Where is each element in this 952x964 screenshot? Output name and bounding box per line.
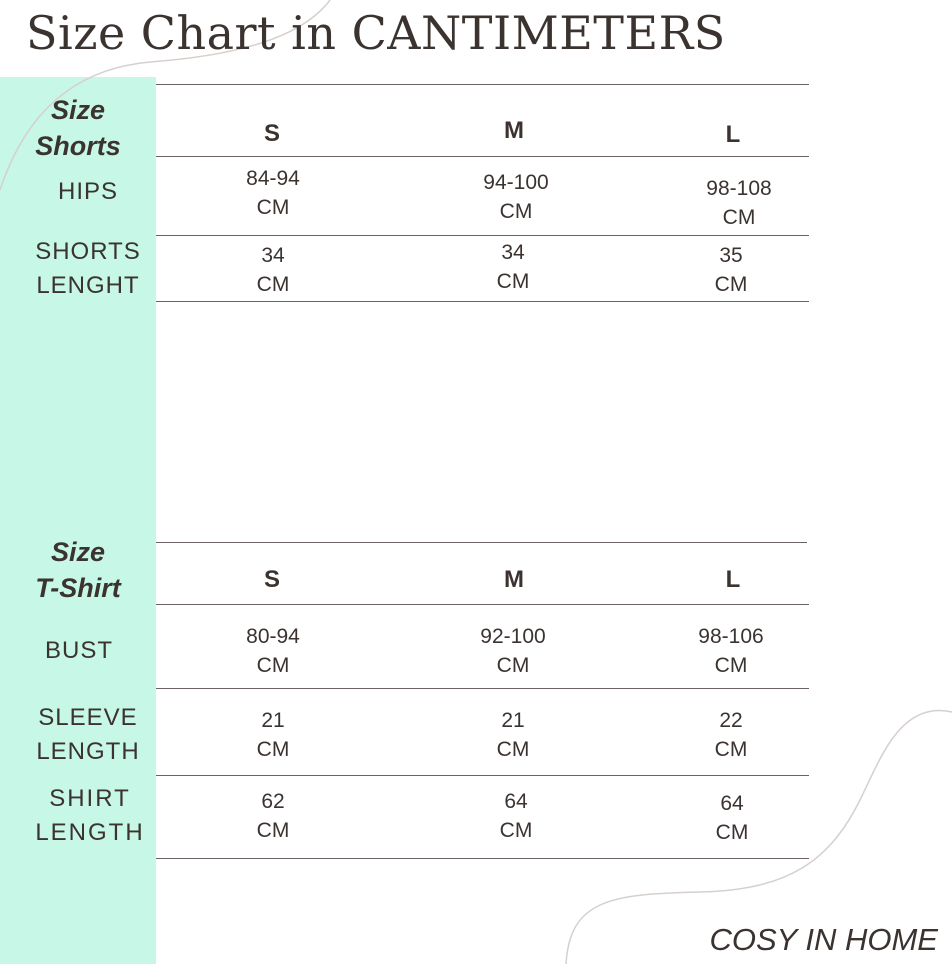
row-label-bust bbox=[0, 634, 158, 668]
table-cell bbox=[443, 622, 583, 680]
table-rule bbox=[156, 156, 809, 157]
cell-value: 92-100 bbox=[480, 625, 546, 648]
table-rule bbox=[156, 858, 809, 859]
section-heading-line: Shorts bbox=[35, 131, 121, 161]
cell-unit: CM bbox=[499, 819, 533, 842]
cell-unit: CM bbox=[499, 200, 533, 223]
cell-value: 62 bbox=[261, 790, 285, 813]
cell-value: 21 bbox=[261, 709, 285, 732]
section-heading-line: T-Shirt bbox=[35, 573, 121, 603]
row-label-hips bbox=[0, 175, 176, 209]
row-label-line: SHIRT bbox=[49, 785, 131, 812]
cell-value: 22 bbox=[719, 709, 743, 732]
column-header-l: L bbox=[725, 121, 741, 148]
table-cell bbox=[203, 706, 343, 764]
row-label-line: LENGTH bbox=[36, 738, 140, 765]
table-cell bbox=[443, 706, 583, 764]
cell-value: 34 bbox=[261, 244, 285, 267]
row-label-line: LENGTH bbox=[35, 819, 145, 846]
table-cell bbox=[662, 789, 802, 847]
table-cell bbox=[661, 622, 801, 680]
table-cell bbox=[203, 241, 343, 299]
table-cell bbox=[669, 174, 809, 232]
table-rule bbox=[156, 84, 809, 85]
table-cell bbox=[203, 164, 343, 222]
table-cell bbox=[446, 168, 586, 226]
row-label-shirt-length bbox=[0, 782, 180, 850]
cell-unit: CM bbox=[496, 654, 530, 677]
row-label-line: SLEEVE bbox=[38, 704, 138, 731]
section-heading-tshirt bbox=[0, 534, 156, 606]
cell-unit: CM bbox=[256, 196, 290, 219]
table-cell bbox=[661, 706, 801, 764]
row-label-line: BUST bbox=[44, 637, 113, 664]
cell-unit: CM bbox=[714, 654, 748, 677]
cell-value: 84-94 bbox=[246, 167, 300, 190]
table-rule bbox=[156, 604, 809, 605]
column-header-l: L bbox=[725, 566, 741, 593]
cell-unit: CM bbox=[715, 821, 749, 844]
section-heading-line: Size bbox=[50, 537, 106, 567]
cell-value: 80-94 bbox=[246, 625, 300, 648]
brand-name: COSY IN HOME bbox=[709, 922, 938, 957]
table-rule bbox=[156, 542, 807, 543]
table-cell bbox=[661, 241, 801, 299]
cell-value: 98-108 bbox=[706, 177, 772, 200]
cell-unit: CM bbox=[256, 738, 290, 761]
row-label-shorts-length bbox=[0, 235, 176, 303]
cell-unit: CM bbox=[496, 270, 530, 293]
table-cell bbox=[443, 238, 583, 296]
table-rule bbox=[156, 301, 809, 302]
cell-value: 64 bbox=[720, 792, 744, 815]
cell-unit: CM bbox=[714, 738, 748, 761]
cell-unit: CM bbox=[496, 738, 530, 761]
row-label-line: SHORTS bbox=[35, 238, 141, 265]
table-rule bbox=[156, 235, 809, 236]
section-heading-line: Size bbox=[50, 95, 106, 125]
row-label-sleeve-length bbox=[0, 701, 176, 769]
column-header-m: M bbox=[504, 117, 524, 144]
cell-unit: CM bbox=[722, 206, 756, 229]
table-rule bbox=[156, 688, 809, 689]
cell-unit: CM bbox=[256, 273, 290, 296]
section-heading-shorts bbox=[0, 92, 156, 164]
row-label-line: LENGHT bbox=[36, 272, 140, 299]
column-header-m: M bbox=[504, 566, 524, 593]
cell-value: 98-106 bbox=[698, 625, 764, 648]
row-label-line: HIPS bbox=[57, 178, 118, 205]
table-cell bbox=[203, 787, 343, 845]
cell-value: 64 bbox=[504, 790, 528, 813]
column-header-s: S bbox=[263, 120, 280, 147]
cell-value: 34 bbox=[501, 241, 525, 264]
table-cell bbox=[446, 787, 586, 845]
page-title: Size Chart in CANTIMETERS bbox=[26, 6, 726, 60]
table-rule bbox=[156, 775, 809, 776]
cell-unit: CM bbox=[714, 273, 748, 296]
cell-value: 94-100 bbox=[483, 171, 549, 194]
cell-unit: CM bbox=[256, 654, 290, 677]
table-cell bbox=[203, 622, 343, 680]
cell-unit: CM bbox=[256, 819, 290, 842]
cell-value: 21 bbox=[501, 709, 525, 732]
cell-value: 35 bbox=[719, 244, 743, 267]
column-header-s: S bbox=[263, 566, 280, 593]
